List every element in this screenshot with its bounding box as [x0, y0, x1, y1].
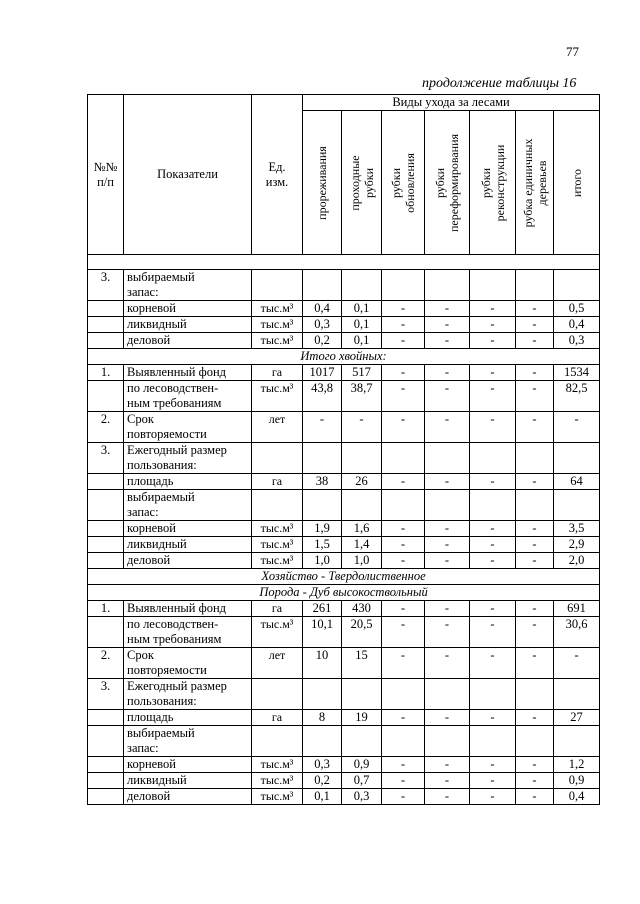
- row-number: [88, 317, 124, 333]
- value-cell-passage-cuttings: 20,5: [342, 617, 382, 648]
- value-cell-thinning: 38: [303, 474, 342, 490]
- row-label: ликвидный: [124, 773, 252, 789]
- value-cell-total: 64: [554, 474, 600, 490]
- value-cell-single-tree-cutting: -: [516, 648, 554, 679]
- value-cell-renewal-cuttings: -: [382, 365, 425, 381]
- table-row: [88, 601, 600, 617]
- row-label: деловой: [124, 553, 252, 569]
- header-col-total: итого: [554, 111, 600, 255]
- value-cell-renewal-cuttings: -: [382, 710, 425, 726]
- row-number: 3.: [88, 679, 124, 710]
- value-cell-reconstruction-cuttings: -: [470, 537, 516, 553]
- value-cell-renewal-cuttings: [382, 679, 425, 710]
- value-cell-reconstruction-cuttings: -: [470, 617, 516, 648]
- value-cell-total: 27: [554, 710, 600, 726]
- row-unit: га: [252, 601, 303, 617]
- table-row: [88, 537, 600, 553]
- value-cell-renewal-cuttings: [382, 443, 425, 474]
- row-number: [88, 757, 124, 773]
- row-number: [88, 726, 124, 757]
- value-cell-renewal-cuttings: -: [382, 648, 425, 679]
- row-label: корневой: [124, 301, 252, 317]
- table-row: [88, 521, 600, 537]
- value-cell-passage-cuttings: 0,1: [342, 333, 382, 349]
- value-cell-single-tree-cutting: -: [516, 789, 554, 805]
- header-col-reformation-cuttings: рубки переформирования: [425, 111, 470, 255]
- value-cell-reformation-cuttings: -: [425, 617, 470, 648]
- value-cell-passage-cuttings: [342, 443, 382, 474]
- value-cell-total: 3,5: [554, 521, 600, 537]
- value-cell-total: 30,6: [554, 617, 600, 648]
- row-number: 2.: [88, 648, 124, 679]
- value-cell-reformation-cuttings: -: [425, 317, 470, 333]
- value-cell-passage-cuttings: [342, 679, 382, 710]
- row-number: 3.: [88, 443, 124, 474]
- table-row: [88, 333, 600, 349]
- row-unit: тыс.м³: [252, 537, 303, 553]
- row-label: корневой: [124, 757, 252, 773]
- row-number: [88, 617, 124, 648]
- value-cell-passage-cuttings: 1,0: [342, 553, 382, 569]
- value-cell-reconstruction-cuttings: [470, 443, 516, 474]
- row-label: площадь: [124, 710, 252, 726]
- value-cell-passage-cuttings: 430: [342, 601, 382, 617]
- value-cell-total: [554, 270, 600, 301]
- value-cell-passage-cuttings: 0,7: [342, 773, 382, 789]
- row-unit: га: [252, 365, 303, 381]
- value-cell-thinning: 0,4: [303, 301, 342, 317]
- table-row: [88, 317, 600, 333]
- table-row: [88, 270, 600, 301]
- table-body: [88, 255, 600, 805]
- value-cell-total: -: [554, 412, 600, 443]
- value-cell-passage-cuttings: [342, 726, 382, 757]
- value-cell-single-tree-cutting: -: [516, 757, 554, 773]
- row-number: [88, 521, 124, 537]
- row-unit: га: [252, 710, 303, 726]
- section-subtitle: Порода - Дуб высокоствольный: [88, 585, 600, 601]
- row-number: [88, 301, 124, 317]
- row-number: 2.: [88, 412, 124, 443]
- value-cell-thinning: 1,9: [303, 521, 342, 537]
- value-cell-thinning: 0,2: [303, 773, 342, 789]
- value-cell-reconstruction-cuttings: -: [470, 757, 516, 773]
- table-header: [88, 95, 600, 255]
- value-cell-reconstruction-cuttings: -: [470, 553, 516, 569]
- table-row: [88, 301, 600, 317]
- value-cell-reformation-cuttings: -: [425, 773, 470, 789]
- header-indicators: Показатели: [124, 95, 252, 255]
- value-cell-passage-cuttings: -: [342, 412, 382, 443]
- row-unit: [252, 270, 303, 301]
- value-cell-single-tree-cutting: [516, 679, 554, 710]
- value-cell-single-tree-cutting: -: [516, 617, 554, 648]
- value-cell-total: 0,4: [554, 317, 600, 333]
- value-cell-renewal-cuttings: -: [382, 474, 425, 490]
- header-care-types: Виды ухода за лесами: [303, 95, 600, 111]
- value-cell-thinning: 10: [303, 648, 342, 679]
- value-cell-single-tree-cutting: -: [516, 537, 554, 553]
- row-number: 1.: [88, 365, 124, 381]
- value-cell-thinning: [303, 490, 342, 521]
- value-cell-single-tree-cutting: -: [516, 412, 554, 443]
- value-cell-total: 1,2: [554, 757, 600, 773]
- value-cell-reconstruction-cuttings: -: [470, 648, 516, 679]
- value-cell-reconstruction-cuttings: -: [470, 474, 516, 490]
- value-cell-reformation-cuttings: -: [425, 333, 470, 349]
- value-cell-passage-cuttings: 0,3: [342, 789, 382, 805]
- row-label: площадь: [124, 474, 252, 490]
- value-cell-passage-cuttings: 1,6: [342, 521, 382, 537]
- header-col-reconstruction-cuttings: рубки реконструкции: [470, 111, 516, 255]
- row-number: [88, 333, 124, 349]
- spacer-row: [88, 255, 600, 270]
- forest-care-table: [87, 94, 600, 805]
- value-cell-renewal-cuttings: -: [382, 317, 425, 333]
- table-row: [88, 789, 600, 805]
- header-col-passage-cuttings: проходные рубки: [342, 111, 382, 255]
- value-cell-passage-cuttings: 19: [342, 710, 382, 726]
- value-cell-reformation-cuttings: -: [425, 301, 470, 317]
- value-cell-reconstruction-cuttings: [470, 726, 516, 757]
- value-cell-reformation-cuttings: -: [425, 365, 470, 381]
- value-cell-single-tree-cutting: -: [516, 317, 554, 333]
- value-cell-thinning: -: [303, 412, 342, 443]
- table-row: [88, 648, 600, 679]
- row-unit: тыс.м³: [252, 317, 303, 333]
- header-num: №№ п/п: [88, 95, 124, 255]
- value-cell-total: [554, 443, 600, 474]
- value-cell-passage-cuttings: [342, 270, 382, 301]
- row-unit: [252, 726, 303, 757]
- value-cell-renewal-cuttings: [382, 270, 425, 301]
- value-cell-reconstruction-cuttings: -: [470, 412, 516, 443]
- value-cell-reconstruction-cuttings: [470, 270, 516, 301]
- value-cell-single-tree-cutting: -: [516, 521, 554, 537]
- value-cell-reformation-cuttings: [425, 490, 470, 521]
- row-unit: тыс.м³: [252, 381, 303, 412]
- value-cell-reconstruction-cuttings: -: [470, 381, 516, 412]
- table-row: [88, 773, 600, 789]
- value-cell-reconstruction-cuttings: -: [470, 789, 516, 805]
- value-cell-reconstruction-cuttings: [470, 490, 516, 521]
- page-number: 77: [566, 44, 579, 59]
- value-cell-reconstruction-cuttings: -: [470, 773, 516, 789]
- row-number: [88, 710, 124, 726]
- value-cell-single-tree-cutting: -: [516, 553, 554, 569]
- value-cell-thinning: 0,1: [303, 789, 342, 805]
- row-number: [88, 474, 124, 490]
- value-cell-total: [554, 490, 600, 521]
- value-cell-total: [554, 726, 600, 757]
- value-cell-passage-cuttings: 0,1: [342, 301, 382, 317]
- table-row: [88, 490, 600, 521]
- value-cell-reformation-cuttings: [425, 270, 470, 301]
- value-cell-passage-cuttings: [342, 490, 382, 521]
- row-label: ликвидный: [124, 317, 252, 333]
- value-cell-reformation-cuttings: [425, 679, 470, 710]
- header-col-thinning: прореживания: [303, 111, 342, 255]
- row-label: ликвидный: [124, 537, 252, 553]
- value-cell-renewal-cuttings: [382, 490, 425, 521]
- value-cell-reconstruction-cuttings: -: [470, 365, 516, 381]
- value-cell-total: 2,9: [554, 537, 600, 553]
- row-unit: тыс.м³: [252, 617, 303, 648]
- row-label: по лесоводствен- ным требованиям: [124, 381, 252, 412]
- row-unit: тыс.м³: [252, 301, 303, 317]
- value-cell-thinning: 10,1: [303, 617, 342, 648]
- value-cell-renewal-cuttings: -: [382, 521, 425, 537]
- value-cell-single-tree-cutting: -: [516, 333, 554, 349]
- value-cell-renewal-cuttings: -: [382, 789, 425, 805]
- value-cell-reformation-cuttings: -: [425, 474, 470, 490]
- value-cell-passage-cuttings: 517: [342, 365, 382, 381]
- value-cell-reformation-cuttings: [425, 726, 470, 757]
- row-number: [88, 553, 124, 569]
- value-cell-thinning: 0,3: [303, 757, 342, 773]
- row-unit: тыс.м³: [252, 757, 303, 773]
- value-cell-renewal-cuttings: -: [382, 553, 425, 569]
- value-cell-thinning: [303, 443, 342, 474]
- value-cell-reformation-cuttings: -: [425, 757, 470, 773]
- value-cell-thinning: [303, 679, 342, 710]
- value-cell-reformation-cuttings: -: [425, 412, 470, 443]
- value-cell-reformation-cuttings: -: [425, 521, 470, 537]
- value-cell-renewal-cuttings: -: [382, 773, 425, 789]
- row-number: [88, 773, 124, 789]
- row-unit: га: [252, 474, 303, 490]
- value-cell-renewal-cuttings: -: [382, 757, 425, 773]
- value-cell-renewal-cuttings: -: [382, 617, 425, 648]
- value-cell-single-tree-cutting: -: [516, 474, 554, 490]
- value-cell-thinning: [303, 270, 342, 301]
- row-label: Срок повторяемости: [124, 648, 252, 679]
- value-cell-single-tree-cutting: [516, 490, 554, 521]
- table-row: [88, 757, 600, 773]
- value-cell-reconstruction-cuttings: -: [470, 301, 516, 317]
- row-label: по лесоводствен- ным требованиям: [124, 617, 252, 648]
- value-cell-single-tree-cutting: -: [516, 301, 554, 317]
- value-cell-passage-cuttings: 38,7: [342, 381, 382, 412]
- value-cell-thinning: 8: [303, 710, 342, 726]
- row-label: Ежегодный размер пользования:: [124, 679, 252, 710]
- value-cell-thinning: 1017: [303, 365, 342, 381]
- value-cell-reconstruction-cuttings: -: [470, 710, 516, 726]
- value-cell-reformation-cuttings: -: [425, 648, 470, 679]
- table-row: [88, 617, 600, 648]
- table-row: [88, 679, 600, 710]
- value-cell-reconstruction-cuttings: -: [470, 521, 516, 537]
- value-cell-passage-cuttings: 0,9: [342, 757, 382, 773]
- value-cell-reformation-cuttings: -: [425, 710, 470, 726]
- row-label: корневой: [124, 521, 252, 537]
- row-label: деловой: [124, 333, 252, 349]
- value-cell-passage-cuttings: 0,1: [342, 317, 382, 333]
- value-cell-thinning: 1,0: [303, 553, 342, 569]
- value-cell-passage-cuttings: 1,4: [342, 537, 382, 553]
- row-label: выбираемый запас:: [124, 726, 252, 757]
- value-cell-single-tree-cutting: -: [516, 365, 554, 381]
- value-cell-renewal-cuttings: -: [382, 601, 425, 617]
- value-cell-total: -: [554, 648, 600, 679]
- value-cell-total: 82,5: [554, 381, 600, 412]
- table-row: [88, 474, 600, 490]
- value-cell-renewal-cuttings: -: [382, 333, 425, 349]
- value-cell-reconstruction-cuttings: [470, 679, 516, 710]
- row-label: Выявленный фонд: [124, 601, 252, 617]
- row-unit: [252, 490, 303, 521]
- value-cell-single-tree-cutting: [516, 443, 554, 474]
- row-number: [88, 537, 124, 553]
- table-row: [88, 412, 600, 443]
- row-unit: тыс.м³: [252, 521, 303, 537]
- value-cell-single-tree-cutting: -: [516, 381, 554, 412]
- table-row: [88, 443, 600, 474]
- value-cell-reformation-cuttings: [425, 443, 470, 474]
- value-cell-reformation-cuttings: -: [425, 381, 470, 412]
- row-number: [88, 789, 124, 805]
- row-unit: тыс.м³: [252, 789, 303, 805]
- value-cell-reformation-cuttings: -: [425, 537, 470, 553]
- value-cell-total: 0,4: [554, 789, 600, 805]
- row-label: выбираемый запас:: [124, 490, 252, 521]
- row-unit: [252, 443, 303, 474]
- row-number: 1.: [88, 601, 124, 617]
- row-number: 3.: [88, 270, 124, 301]
- value-cell-total: 1534: [554, 365, 600, 381]
- row-label: выбираемый запас:: [124, 270, 252, 301]
- value-cell-thinning: 0,3: [303, 317, 342, 333]
- row-label: деловой: [124, 789, 252, 805]
- value-cell-thinning: 1,5: [303, 537, 342, 553]
- value-cell-single-tree-cutting: [516, 270, 554, 301]
- row-number: [88, 490, 124, 521]
- value-cell-renewal-cuttings: [382, 726, 425, 757]
- value-cell-passage-cuttings: 26: [342, 474, 382, 490]
- value-cell-renewal-cuttings: -: [382, 381, 425, 412]
- value-cell-passage-cuttings: 15: [342, 648, 382, 679]
- value-cell-reconstruction-cuttings: -: [470, 317, 516, 333]
- table-row: [88, 553, 600, 569]
- row-unit: [252, 679, 303, 710]
- section-title: Хозяйство - Твердолиственное: [88, 569, 600, 585]
- row-label: Выявленный фонд: [124, 365, 252, 381]
- value-cell-renewal-cuttings: -: [382, 301, 425, 317]
- table-row: [88, 381, 600, 412]
- value-cell-total: [554, 679, 600, 710]
- value-cell-reformation-cuttings: -: [425, 601, 470, 617]
- value-cell-reformation-cuttings: -: [425, 553, 470, 569]
- value-cell-single-tree-cutting: -: [516, 601, 554, 617]
- table-row: [88, 710, 600, 726]
- row-number: [88, 381, 124, 412]
- value-cell-reconstruction-cuttings: -: [470, 601, 516, 617]
- row-unit: тыс.м³: [252, 553, 303, 569]
- value-cell-thinning: 43,8: [303, 381, 342, 412]
- header-unit: Ед. изм.: [252, 95, 303, 255]
- value-cell-thinning: [303, 726, 342, 757]
- row-unit: лет: [252, 412, 303, 443]
- value-cell-single-tree-cutting: -: [516, 773, 554, 789]
- row-unit: лет: [252, 648, 303, 679]
- value-cell-total: 691: [554, 601, 600, 617]
- value-cell-reformation-cuttings: -: [425, 789, 470, 805]
- value-cell-renewal-cuttings: -: [382, 412, 425, 443]
- row-unit: тыс.м³: [252, 773, 303, 789]
- table-row: [88, 726, 600, 757]
- value-cell-total: 2,0: [554, 553, 600, 569]
- value-cell-renewal-cuttings: -: [382, 537, 425, 553]
- table-row: [88, 365, 600, 381]
- row-unit: тыс.м³: [252, 333, 303, 349]
- value-cell-reconstruction-cuttings: -: [470, 333, 516, 349]
- value-cell-total: 0,9: [554, 773, 600, 789]
- table-continuation-caption: продолжение таблицы 16: [422, 76, 577, 91]
- value-cell-total: 0,3: [554, 333, 600, 349]
- value-cell-thinning: 0,2: [303, 333, 342, 349]
- value-cell-total: 0,5: [554, 301, 600, 317]
- value-cell-thinning: 261: [303, 601, 342, 617]
- value-cell-single-tree-cutting: [516, 726, 554, 757]
- row-label: Ежегодный размер пользования:: [124, 443, 252, 474]
- value-cell-single-tree-cutting: -: [516, 710, 554, 726]
- header-col-single-tree-cutting: рубка единичных деревьев: [516, 111, 554, 255]
- header-col-renewal-cuttings: рубки обновления: [382, 111, 425, 255]
- row-label: Срок повторяемости: [124, 412, 252, 443]
- section-title: Итого хвойных:: [88, 349, 600, 365]
